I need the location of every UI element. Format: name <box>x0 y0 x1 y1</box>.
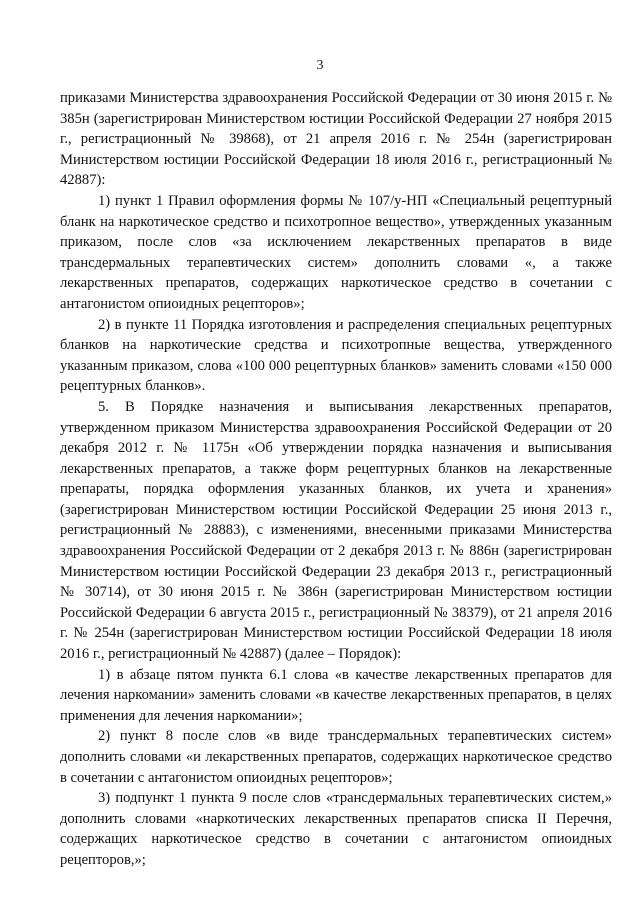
page-number: 3 <box>316 58 324 73</box>
paragraph-section-5: 5. В Порядке назначения и выписывания лекарственных препаратов, утвержденном приказом Министерства здравоохранения Российской Федерации от 20 декабря 2012 г. № 1175н «Об утверждении порядка назначения и выписывания лекарственных препаратов, а также форм рецептурных бланков на лекарственные препараты, порядка оформления указанных бланков, их учета и хранения» (зарегистрирован Министерством юстиции Российской Федерации 25 июня 2013 г., регистрационный № 28883), с изменениями, внесенными приказами Министерства здравоохранения Российской Федерации от 2 декабря 2013 г. № 886н (зарегистрирован Министерством юстиции Российской Федерации 23 декабря 2013 г., регистрационный № 30714), от 30 июня 2015 г. № 386н (зарегистрирован Министерством юстиции Российской Федерации 6 августа 2015 г., регистрационный № 38379), от 21 апреля 2016 г. № 254н (зарегистрирован Министерством юстиции Российской Федерации 18 июля 2016 г., регистрационный № 42887) (далее – Порядок): <box>60 398 612 663</box>
paragraph-item-1-form-107: 1) пункт 1 Правил оформления формы № 107/у-НП «Специальный рецептурный бланк на наркотическое средство и психотропное вещество», утвержденных указанным приказом, после слов «за исключением лекарственных препаратов в виде трансдермальных терапевтических систем» дополнить словами «, а также лекарственных препаратов, содержащих наркотическое средство в сочетании с антагонистом опиоидных рецепторов»; <box>60 192 612 312</box>
paragraph-item-2-clause-8: 2) пункт 8 после слов «в виде трансдермальных терапевтических систем» дополнить словами «и лекарственных препаратов, содержащих наркотическое средство в сочетании с антагонистом опиоидных рецепторов»; <box>60 728 612 786</box>
paragraph-item-1-clause-6-1: 1) в абзаце пятом пункта 6.1 слова «в качестве лекарственных препаратов для лечения наркомании» заменить словами «в качестве лекарственных препаратов, в целях применения для лечения наркомании»; <box>60 666 612 724</box>
document-body <box>60 88 612 871</box>
paragraph-item-2-blanks: 2) в пункте 11 Порядка изготовления и распределения специальных рецептурных бланков на наркотические средства и психотропные вещества, утвержденного указанным приказом, слова «100 000 рецептурных бланков» заменить словами «150 000 рецептурных бланков». <box>60 316 612 395</box>
paragraph-item-3-clause-9: 3) подпункт 1 пункта 9 после слов «трансдермальных терапевтических систем,» дополнить словами «наркотических лекарственных препаратов списка II Перечня, содержащих наркотическое средство в сочетании с антагонистом опиоидных рецепторов,»; <box>60 790 612 868</box>
paragraph-intro: приказами Министерства здравоохранения Российской Федерации от 30 июня 2015 г. № 385н (зарегистрирован Министерством юстиции Российской Федерации 27 ноября 2015 г., регистрационный № 39868), от 21 апреля 2016 г. № 254н (зарегистрирован Министерством юстиции Российской Федерации 18 июля 2016 г., регистрационный № 42887): <box>60 90 612 189</box>
